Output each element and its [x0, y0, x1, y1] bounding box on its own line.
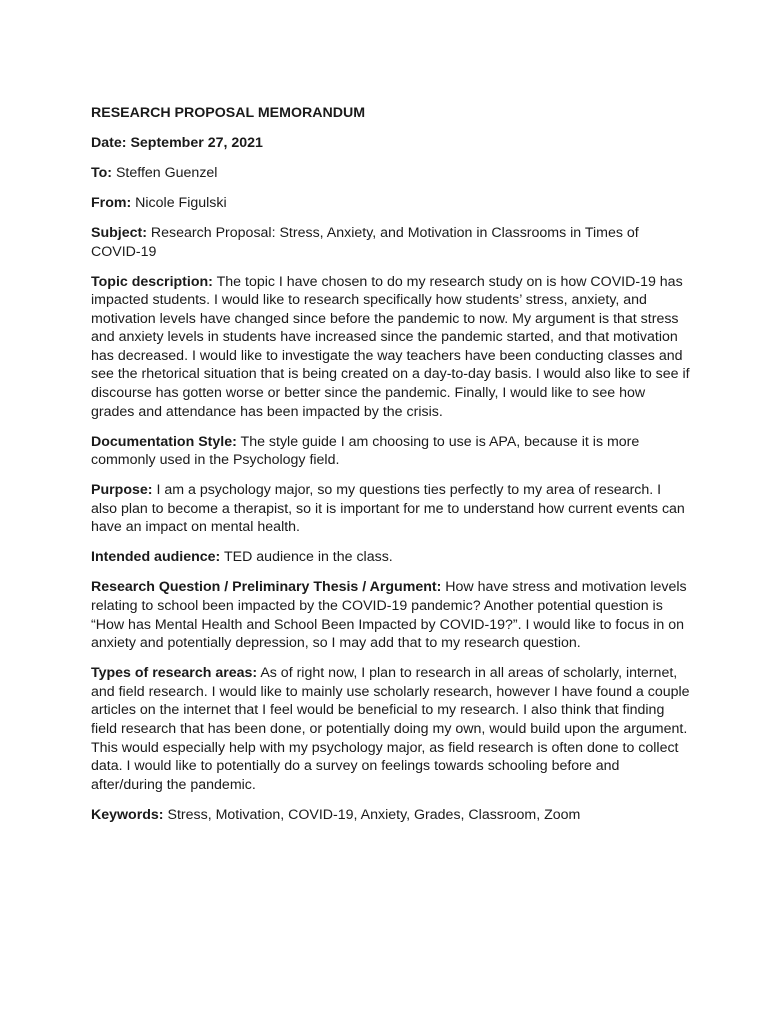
date-label: Date:	[91, 134, 127, 151]
audience-paragraph	[91, 548, 691, 567]
subject-value: Research Proposal: Stress, Anxiety, and Motivation in Classrooms in Times of COVID-19	[91, 224, 639, 260]
purpose-text: I am a psychology major, so my questions ties perfectly to my area of research. I also plan to become a therapist, so it is important for me to understand how current events can have an impact on mental health.	[91, 482, 685, 536]
to-label: To:	[91, 164, 113, 181]
date-value: September 27, 2021	[130, 134, 263, 151]
purpose-label: Purpose:	[91, 482, 153, 499]
documentation-label: Documentation Style:	[91, 433, 237, 450]
from-label: From:	[91, 194, 132, 211]
memo-title: RESEARCH PROPOSAL MEMORANDUM	[91, 105, 366, 121]
question-text: How have stress and motivation levels relating to school been impacted by the COVID-19 pandemic? Another potential question is “How has Mental Health and School Been Impacted by COVID-19?”. I would like to focus in on anxiety and potentially depression, so I may add that to my research question.	[91, 579, 687, 652]
audience-text: TED audience in the class.	[223, 549, 393, 566]
audience-label: Intended audience:	[91, 549, 221, 566]
keywords-paragraph	[91, 806, 691, 825]
research-question-paragraph	[91, 578, 691, 652]
question-label: Research Question / Preliminary Thesis / Argument:	[91, 579, 442, 596]
to-value: Steffen Guenzel	[115, 164, 218, 181]
memo-document	[91, 104, 691, 836]
keywords-label: Keywords:	[91, 806, 164, 823]
topic-label: Topic description:	[91, 273, 213, 290]
from-value: Nicole Figulski	[135, 194, 227, 211]
from-line	[91, 194, 691, 213]
topic-description-paragraph	[91, 273, 691, 422]
research-areas-paragraph	[91, 664, 691, 794]
documentation-text: The style guide I am choosing to use is APA, because it is more commonly used in the Psychology field.	[91, 433, 640, 469]
topic-text: The topic I have chosen to do my research study on is how COVID-19 has impacted students. I would like to research specifically how students’ stress, anxiety, and motivation levels have changed since before the pandemic to now. My argument is that stress and anxiety levels in students have increased since the pandemic started, and that motivation has decreased. I would like to investigate the way teachers have been conducting classes and see the rhetorical situation that is being created on a day-to-day basis. I would also like to see if discourse has gotten worse or better since the pandemic. Finally, I would like to see how grades and attendance has been impacted by the crisis.	[91, 273, 690, 420]
keywords-text: Stress, Motivation, COVID-19, Anxiety, Grades, Classroom, Zoom	[167, 806, 581, 823]
subject-label: Subject:	[91, 224, 147, 241]
documentation-style-paragraph	[91, 433, 691, 470]
date-line	[91, 134, 691, 153]
purpose-paragraph	[91, 481, 691, 537]
subject-line	[91, 224, 691, 261]
to-line	[91, 164, 691, 183]
areas-label: Types of research areas:	[91, 665, 258, 682]
areas-text: As of right now, I plan to research in all areas of scholarly, internet, and field research. I would like to mainly use scholarly research, however I have found a couple articles on the internet that I feel would be beneficial to my research. I also think that finding field research that has been done, or potentially doing my own, would build upon the argument. This would especially help with my psychology major, as field research is often done to collect data. I would like to potentially do a survey on feelings towards schooling before and after/during the pandemic.	[91, 665, 690, 793]
